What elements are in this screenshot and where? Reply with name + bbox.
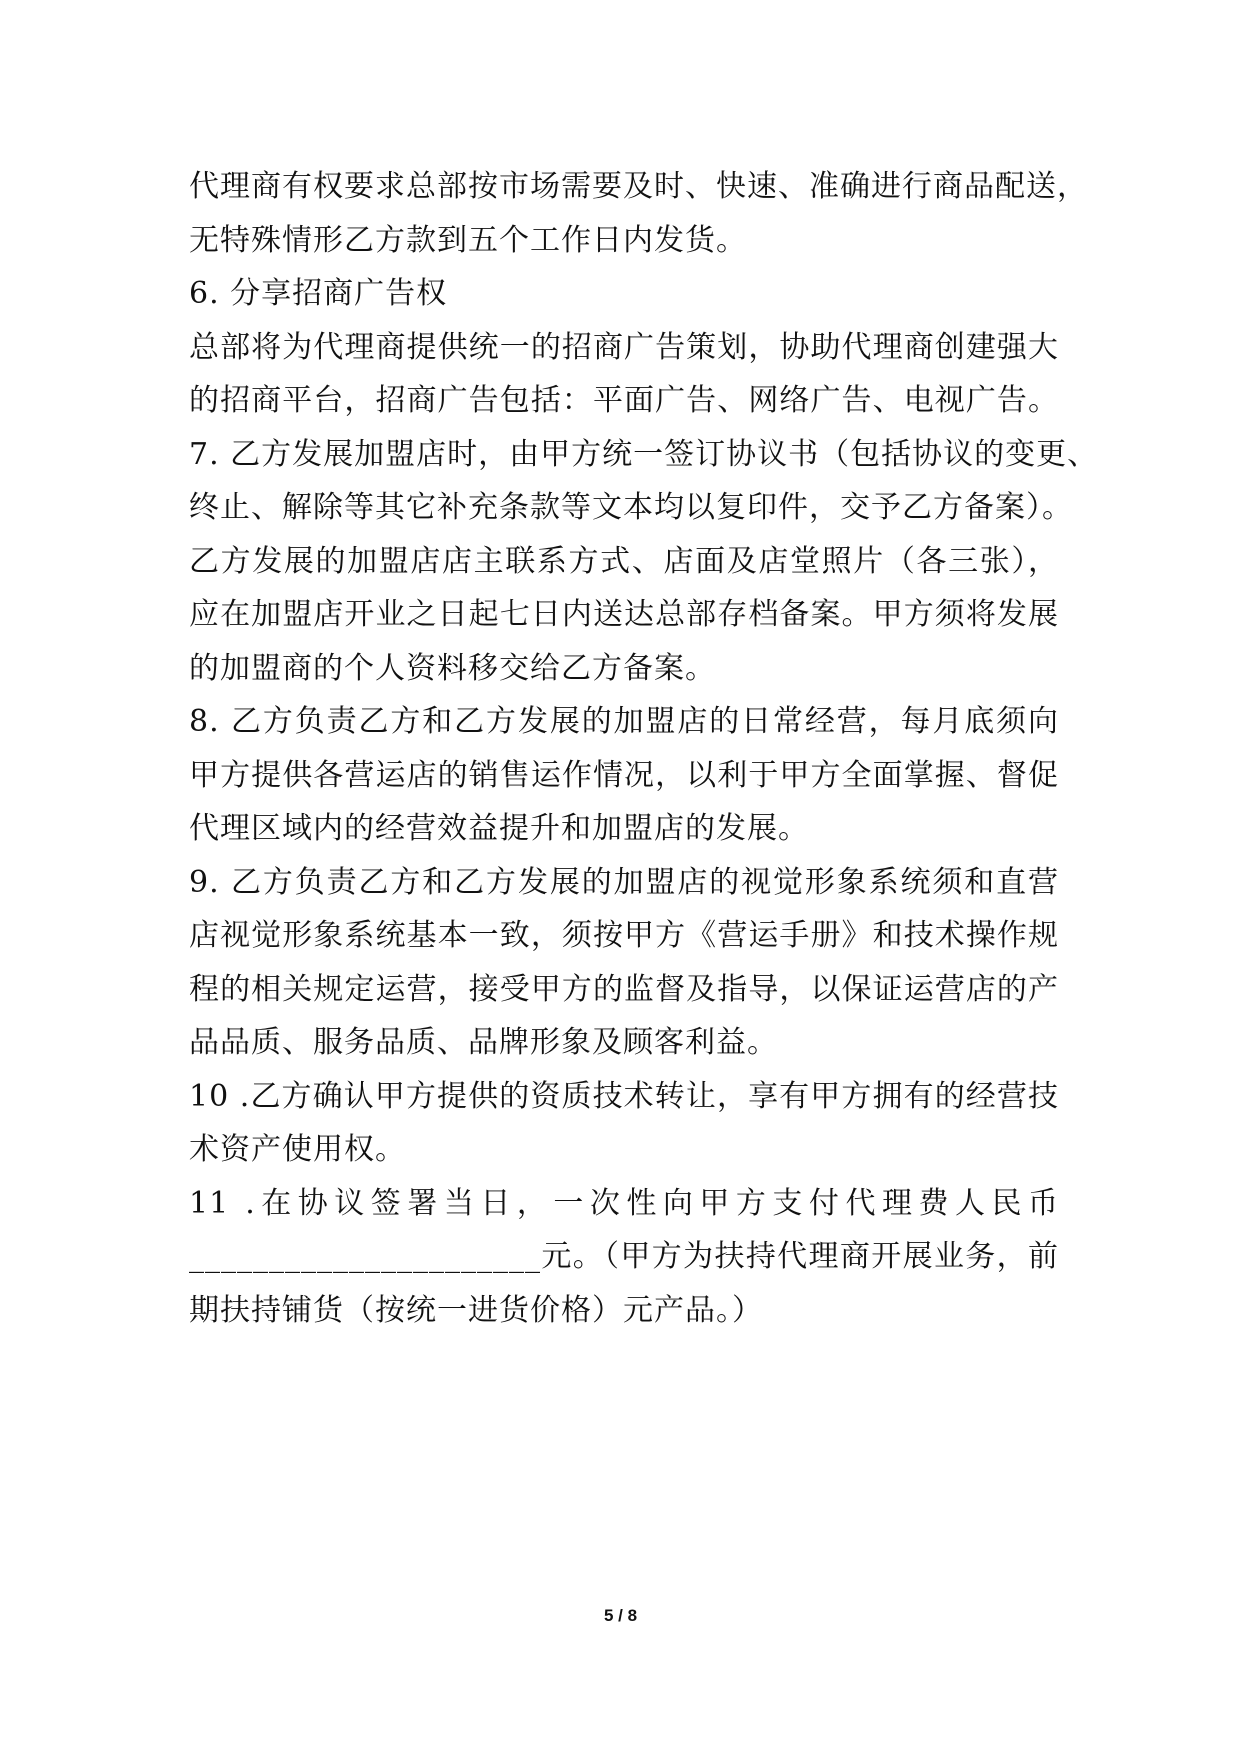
text-line: 8. 乙方负责乙方和乙方发展的加盟店的日常经营，每月底须向 [189, 704, 1059, 739]
text-line: 7. 乙方发展加盟店时，由甲方统一签订协议书（包括协议的变更、 [189, 436, 1099, 472]
text-line: 代理商有权要求总部按市场需要及时、快速、准确进行商品配送， [189, 169, 1088, 204]
text-line: ______________________元。（甲方为扶持代理商开展业务，前 [189, 1239, 1059, 1274]
text-line: 乙方发展的加盟店店主联系方式、店面及店堂照片（各三张）， [189, 543, 1059, 579]
text-line: 甲方提供各营运店的销售运作情况，以利于甲方全面掌握、督促 [189, 757, 1059, 793]
text-line: 总部将为代理商提供统一的招商广告策划，协助代理商创建强大 [189, 329, 1059, 365]
page-number: 5 / 8 [603, 1606, 638, 1625]
text-line: 终止、解除等其它补充条款等文本均以复印件，交予乙方备案）。 [189, 490, 1073, 525]
text-line: 程的相关规定运营，接受甲方的监督及指导，以保证运营店的产 [189, 971, 1059, 1007]
text-line: 品品质、服务品质、品牌形象及顾客利益。 [189, 1025, 778, 1060]
text-line: 9. 乙方负责乙方和乙方发展的加盟店的视觉形象系统须和直营 [189, 864, 1059, 900]
text-line: 期扶持铺货（按统一进货价格）元产品。） [189, 1292, 763, 1328]
text-line: 术资产使用权。 [189, 1132, 406, 1167]
text-line: 的加盟商的个人资料移交给乙方备案。 [189, 650, 716, 686]
text-line: 代理区域内的经营效益提升和加盟店的发展。 [189, 811, 809, 846]
text-line: 的招商平台，招商广告包括：平面广告、网络广告、电视广告。 [189, 383, 1059, 418]
document-body [189, 160, 1099, 1337]
text-line: 应在加盟店开业之日起七日内送达总部存档备案。甲方须将发展 [189, 597, 1059, 632]
text-line: 11 .在协议签署当日，一次性向甲方支付代理费人民币 [189, 1185, 1059, 1221]
text-line: 无特殊情形乙方款到五个工作日内发货。 [189, 222, 747, 258]
section-heading: 6. 分享招商广告权 [189, 276, 448, 311]
text-line: 10 .乙方确认甲方提供的资质技术转让，享有甲方拥有的经营技 [189, 1078, 1059, 1114]
text-line: 店视觉形象系统基本一致，须按甲方《营运手册》和技术操作规 [189, 918, 1059, 953]
